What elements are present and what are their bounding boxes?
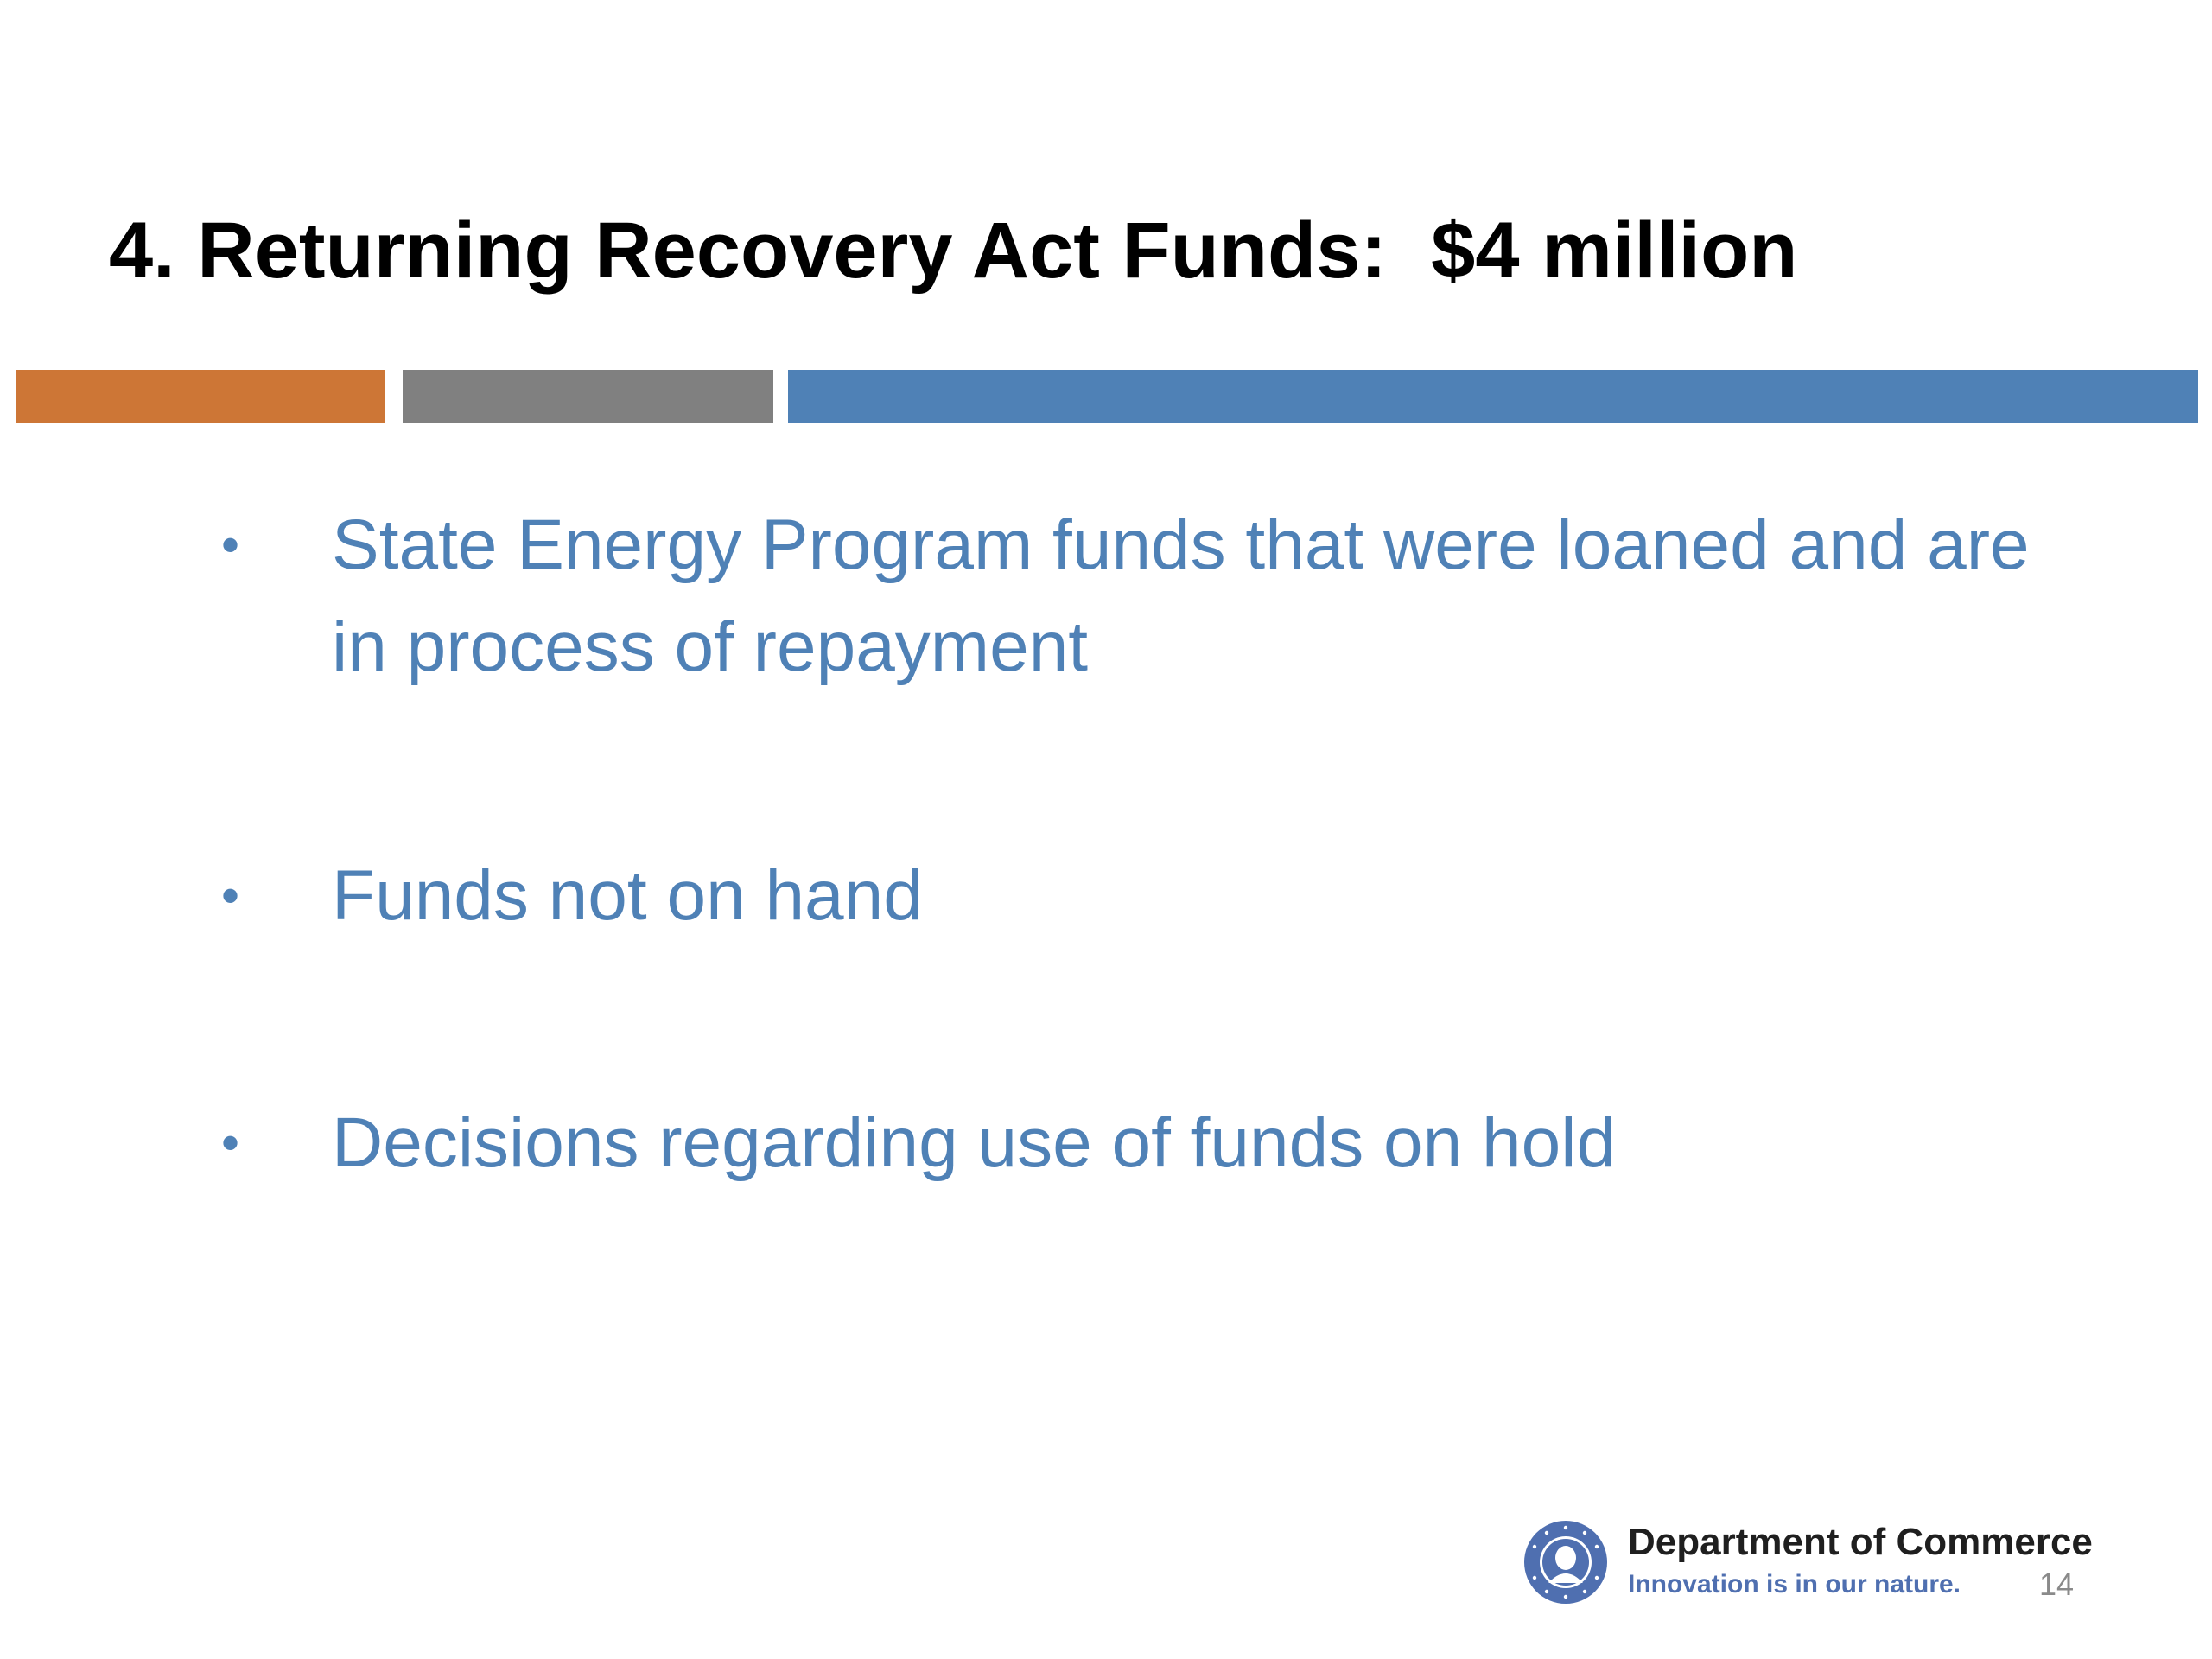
page-number: 14 bbox=[2039, 1567, 2075, 1602]
accent-bar-blue bbox=[788, 370, 2198, 423]
accent-bar-gray bbox=[403, 370, 773, 423]
bullet-text: State Energy Program funds that were loaned and are in process of repayment bbox=[332, 505, 2030, 686]
bullet-marker: • bbox=[221, 867, 240, 925]
slide-title: 4. Returning Recovery Act Funds: $4 million bbox=[109, 207, 1798, 295]
bullet-marker: • bbox=[221, 516, 240, 574]
bullet-marker: • bbox=[221, 1114, 240, 1172]
accent-bar-orange bbox=[16, 370, 385, 423]
bullet-text: Funds not on hand bbox=[332, 856, 923, 935]
department-name: Department of Commerce bbox=[1628, 1521, 2093, 1563]
washington-state-seal-icon bbox=[1522, 1519, 1609, 1605]
bullet-text: Decisions regarding use of funds on hold bbox=[332, 1103, 1617, 1182]
tagline: Innovation is in our nature. bbox=[1628, 1570, 1961, 1599]
footer-branding bbox=[1522, 1514, 2127, 1609]
